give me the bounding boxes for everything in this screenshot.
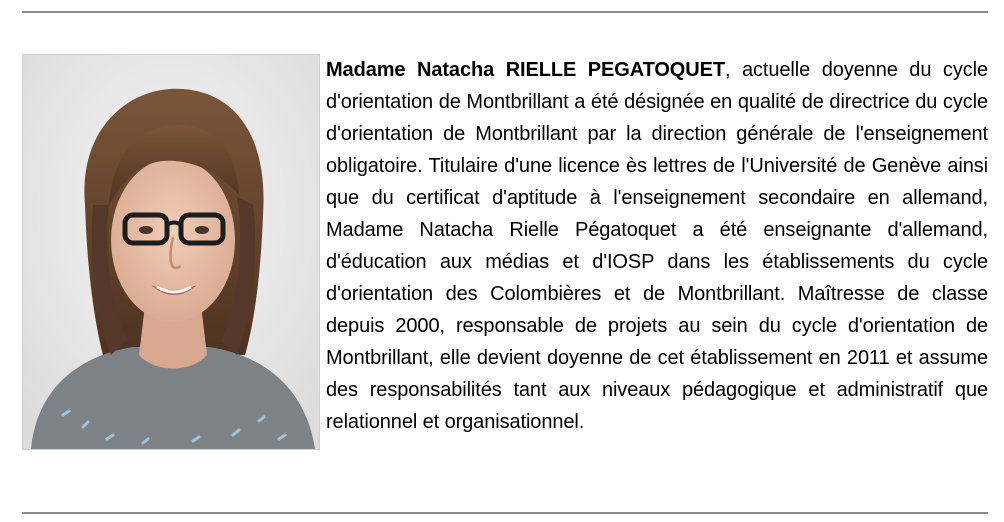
top-divider (22, 11, 988, 13)
biography-article (22, 54, 988, 454)
portrait-photo (22, 54, 320, 450)
person-name: Madame Natacha RIELLE PEGATOQUET (326, 59, 725, 81)
bottom-divider (22, 512, 988, 514)
biography-text: , actuelle doyenne du cycle d'orientation de Montbrillant a été désignée en qualité de directrice du cycle d'orientation de Montbrillant par la direction générale de l'enseignement obligatoire. Titulaire d'une licence ès lettres de l'Université de Genève ainsi que du certificat d'aptitude à l'enseignement secondaire en allemand, Madame Natacha Rielle Pégatoquet a été enseignante d'allemand, d'éducation aux médias et d'IOSP dans les établissements du cycle d'orientation des Colombières et de Montbrillant. Maîtresse de classe depuis 2000, responsable de projets au sein du cycle d'orientation de Montbrillant, elle devient doyenne de cet établissement en 2011 et assume des responsabilités tant aux niveaux pédagogique et administratif que relationnel et organisationnel. (326, 59, 988, 433)
